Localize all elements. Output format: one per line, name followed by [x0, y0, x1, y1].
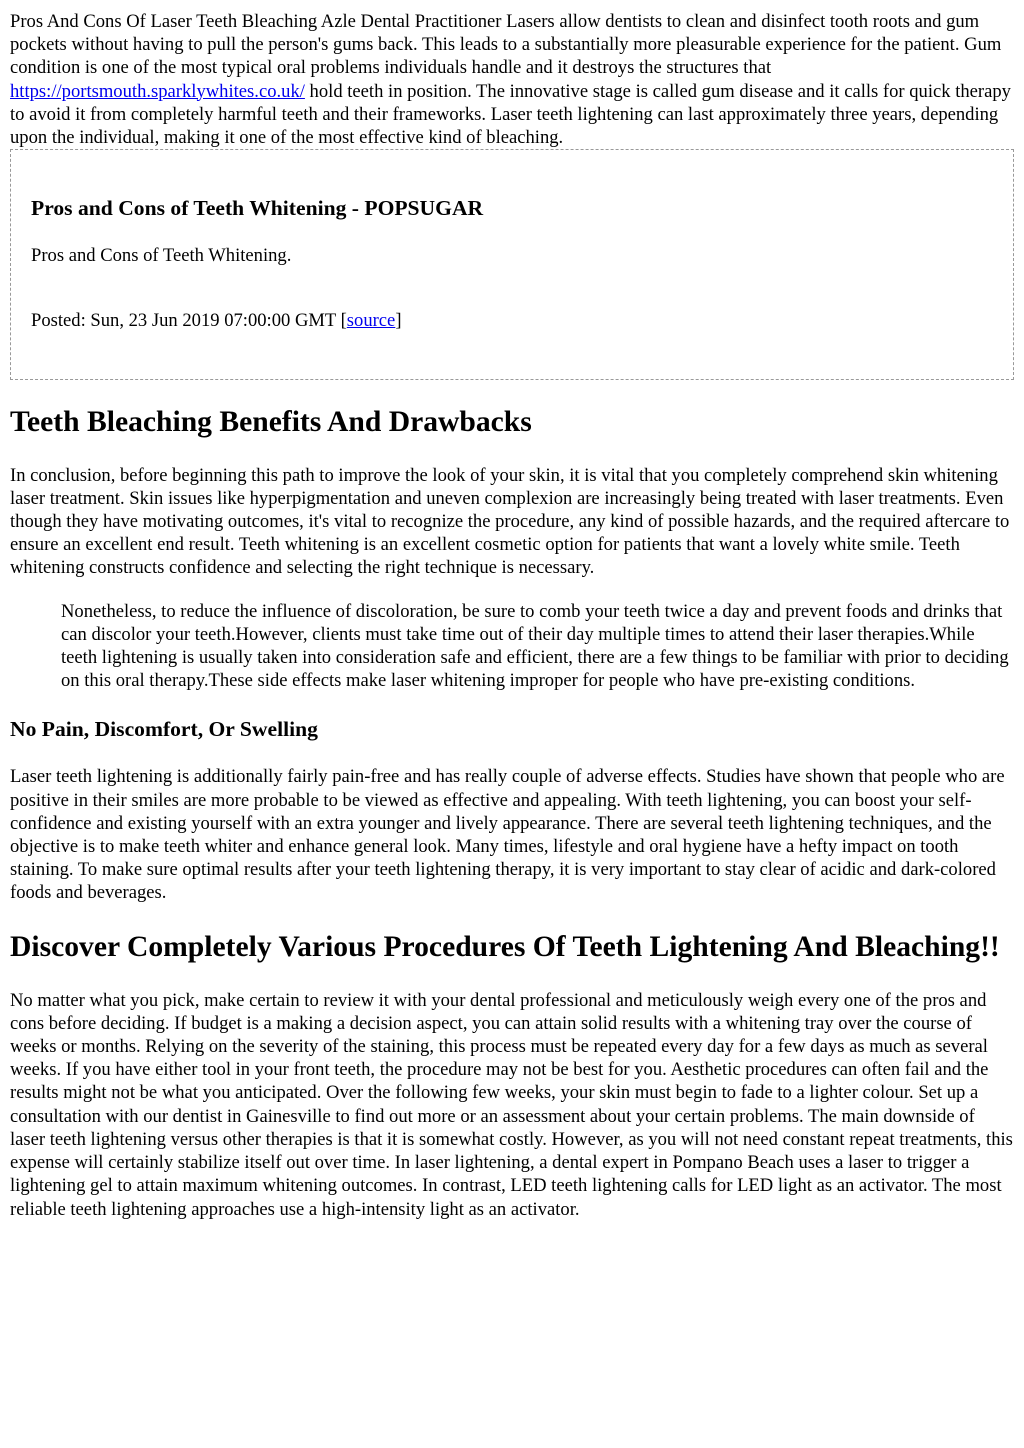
section-paragraph-no-pain: Laser teeth lightening is additionally fairly pain-free and has really couple of adverse effects. Studies have shown that people who are positive in their smiles are more probable to be viewed as effective and appealing. With teeth lightening, you can boost your self-confidence and existing yourself with an extra younger and lively appearance. There are several teeth lightening techniques, and the objective is to make teeth whiter and enhance general look. Many times, lifestyle and oral hygiene have a hefty impact on tooth staining. To make sure optimal results after your teeth lightening therapy, it is very important to stay clear of acidic and dark-colored foods and beverages.: [10, 766, 1005, 904]
section-heading-no-pain: No Pain, Discomfort, Or Swelling: [10, 717, 318, 742]
section-heading-procedures: Discover Completely Various Procedures Of Teeth Lightening And Bleaching!!: [10, 930, 1000, 963]
intro-text-start: Pros And Cons Of Laser Teeth Bleaching Azle Dental Practitioner Lasers allow dentists to clean and disinfect tooth roots and gum pockets without having to pull the person's gums back. This leads to a substantially more pleasurable experience for the patient. Gum condition is one of the most typical oral problems individuals handle and it destroys the structures that: [10, 11, 1002, 79]
intro-text-end: hold teeth in position. The innovative stage is called gum disease and it calls for quick therapy to avoid it from completely harmful teeth and their frameworks. Laser teeth lightening can last approximately three years, depending upon the individual, making it one of the most effective kind of bleaching.: [10, 80, 1011, 149]
news-source-link[interactable]: source: [346, 310, 396, 332]
section-paragraph-benefits: In conclusion, before beginning this path to improve the look of your skin, it is vital that you completely comprehend skin whitening laser treatment. Skin issues like hyperpigmentation and uneven complexion are increasingly being treated with laser treatments. Even though they have motivating outcomes, it's vital to recognize the procedure, any kind of possible hazards, and the required aftercare to ensure an excellent end result. Teeth whitening is an excellent cosmetic option for patients that want a lovely white smile. Teeth whitening constructs confidence and selecting the right technique is necessary.: [10, 464, 1010, 579]
news-posted-line: [31, 309, 993, 332]
news-title: Pros and Cons of Teeth Whitening - POPSUGAR: [31, 196, 484, 221]
sparklywhites-link[interactable]: https://portsmouth.sparklywhites.co.uk/: [10, 80, 305, 102]
blockquote: Nonetheless, to reduce the influence of discoloration, be sure to comb your teeth twice a day and prevent foods and drinks that can discolor your teeth.However, clients must take time out of their day multiple times to attend their laser therapies.While teeth lightening is usually taken into consideration safe and efficient, there are a few things to be familiar with prior to deciding on this oral therapy.These side effects make laser whitening improper for people who have pre-existing conditions.: [61, 600, 1009, 692]
news-description: Pros and Cons of Teeth Whitening.: [31, 245, 292, 267]
intro-paragraph: [10, 10, 1014, 149]
news-posted-close: ]: [395, 310, 402, 332]
news-feed-box: [10, 149, 1014, 379]
news-posted-date: Posted: Sun, 23 Jun 2019 07:00:00 GMT [: [31, 310, 347, 332]
section-heading-benefits: Teeth Bleaching Benefits And Drawbacks: [10, 405, 532, 438]
section-paragraph-procedures: No matter what you pick, make certain to review it with your dental professional and meticulously weigh every one of the pros and cons before deciding. If budget is a making a decision aspect, you can attain solid results with a whitening tray over the course of weeks or months. Relying on the severity of the staining, this process must be repeated every day for a few days as much as several weeks. If you have either tool in your front teeth, the procedure may not be best for you. Aesthetic procedures can often fail and the results might not be what you anticipated. Over the following few weeks, your skin must begin to fade to a lighter colour. Set up a consultation with our dentist in Gainesville to find out more or an assessment about your certain problems. The main downside of laser teeth lightening versus other therapies is that it is somewhat costly. However, as you will not need constant repeat treatments, this expense will certainly stabilize itself out over time. In laser lightening, a dental expert in Pompano Beach uses a laser to trigger a lightening gel to attain maximum whitening outcomes. In contrast, LED teeth lightening calls for LED light as an activator. The most reliable teeth lightening approaches use a high-intensity light as an activator.: [10, 989, 1013, 1220]
